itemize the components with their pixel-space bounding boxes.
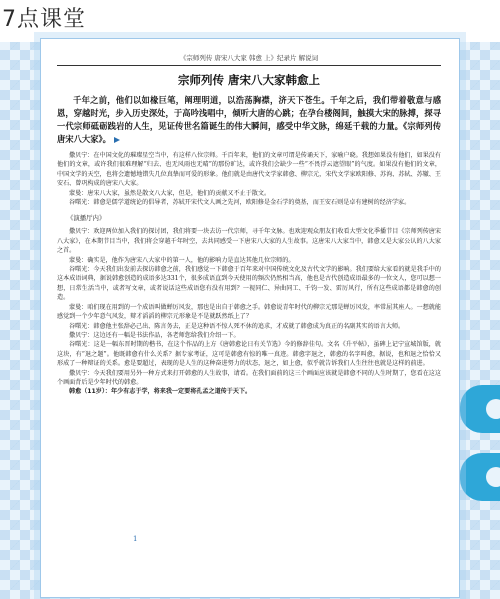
paragraph: 谷曙光：韩愈他主张辞必己出、陈言务去，正是这种语不惊人死不休的追求，才成就了韩愈成为真正的名副其实的语言大师。: [69, 322, 405, 330]
paragraph: 撒贝宁：在中国文化的璀璨星空当中，有这样八位宗师。千百年来，他们的文章可谓是传诵天下，家喻户晓。我想如果没有他们，如果没有他们的文章，或许我们很难理解“归去、也无风雨也无晴”的那份旷达，或许我们会缺少一些“不畏浮云遮望眼”的气度。如果没有他们的文章，中国文学的天空，也将会遗憾地错失几位真挚而可爱的形象。他们就是由唐代文学家韩愈、柳宗元，宋代文学家欧阳修、苏洵、苏轼、苏辙、王安石、曾巩构成的唐宋八大家。: [57, 152, 441, 188]
tab-notch: [486, 467, 500, 487]
page-number: 1: [133, 535, 138, 543]
page-title: 宗师列传 唐宋八大家韩愈上: [177, 73, 320, 87]
paragraph: 蒙曼：确实是，他作为唐宋八大家中的第一人，他的影响力是直达其他几位宗师的。: [69, 256, 295, 264]
paragraph: 撒贝宁：这边还有一幅是书法作品，各老师您给我们介绍一下。: [69, 331, 240, 339]
running-head: 《宗师列传 唐宋八大家 韩愈 上》纪录片 解说词: [57, 53, 441, 66]
paragraph: 谷曙光：这是一幅东晋时期的楷书，在这个作品的上方《唐韩愈论日有关节选》今的修辞佳句。文名《升平帖》，虽碑上记宁宣城馆版，就这块，有“退之题”。他既韩愈有什么关系？据专家考证，这可是韩愈有惊的唯一真迹。韩愈字退之，韩愈的名字叫愈，据说，也和退之恰恰又形成了一种辩证的关系。愈是要超过，表现的是人生的这种奋进努力的状态，退之，如上愈，似乎就告诉我们人生往往也就是这样的前进。: [57, 341, 441, 368]
watermark: 7点课堂: [2, 7, 86, 32]
side-tab-bottom[interactable]: [460, 453, 500, 501]
document-page: [40, 38, 460, 598]
paragraph: 谷曙光：韩愈是儒学道统论的倡导者，苏轼开宋代文人画之先河，欧阳修是金石学的奠基，而王安石则是卓有建树的经济学家。: [69, 199, 411, 207]
paragraph: 谷曙光：今天我们出发前去探访韩愈之前，我们感觉一下韩愈于百年来对中国传统文化及古代文学的影响。我们要给大家看的就是我手中的这本成语词典，据说韩愈创造的成语多达331个，很多成语直到今天使用的频次仍然相当高，他也是古代创造成语最多的一位文人，您可以想一想，日常生活当中，或者写文章，或者说话这些成语您有没有用到？一视同仁、异曲同工、千钧一发、雷厉风行，所有这些成语都是韩愈的创造。: [57, 266, 441, 302]
side-tab-top[interactable]: [460, 385, 500, 433]
page-content: [57, 53, 441, 589]
arrow-icon: [114, 137, 120, 143]
body-text-2: [57, 227, 441, 396]
section-label: 《演播厅内》: [67, 214, 106, 223]
intro-text: 千年之前，他们以如椽巨笔，阐理明道，以浩荡胸襟，济天下苍生。千年之后，我们带着敬意与感恩，穿越时光，步入历史深处，于高吟浅唱中，倾听大唐的心跳；在孕台楼阁间，触摸大宋的脉搏，探寻一代宗师砥砺践岩的人生，见证传世名篇诞生的伟大瞬间，感受中华文脉，绵延千载的力量。《宗师列传唐宋八大家》。: [57, 95, 441, 144]
paragraph-bold: 韩愈（11岁）：年少有志于学，将来我一定要将孔孟之道传于天下。: [69, 388, 252, 396]
paragraph: 蒙曼：咱们现在用到的一个成语叫做蝉厉风发，那也是出自于韩愈之手。韩愈说青年时代的柳宗元那是蝉厉风发，率常屈其座人。一想就能感觉到一个少年意气风发，辩才滔滔的柳宗元形象是不是就跃然纸上了？: [57, 303, 441, 321]
paragraph: 蒙曼：唐宋八大家，虽然是散文八大家，但是，他们的贡献又不止于散文。: [69, 189, 271, 197]
body-text: [57, 151, 441, 207]
paragraph: 撒贝宁：今天我们要用另外一种方式来打开韩愈的人生故事，请看。在我们面前的这三个画面应该就是韩愈不同的人生时期了，您看在这这个画面背后是少年时代的韩愈。: [57, 369, 441, 386]
intro-paragraph: [57, 94, 441, 146]
paragraph: 撒贝宁：欢迎两位加入我们的探讨团，我们将要一块去访一代宗师，寻千年文脉。也欢迎观众朋友们收看大型文化季播节目《宗师列传唐宋八大家》，在本期节目当中，我们将会穿越千年时空，去共同感受一下唐宋八大家的人生故事。这唐宋八大家当中，韩愈又是大家公认的八大家之首。: [57, 228, 441, 255]
tab-notch: [486, 399, 500, 419]
